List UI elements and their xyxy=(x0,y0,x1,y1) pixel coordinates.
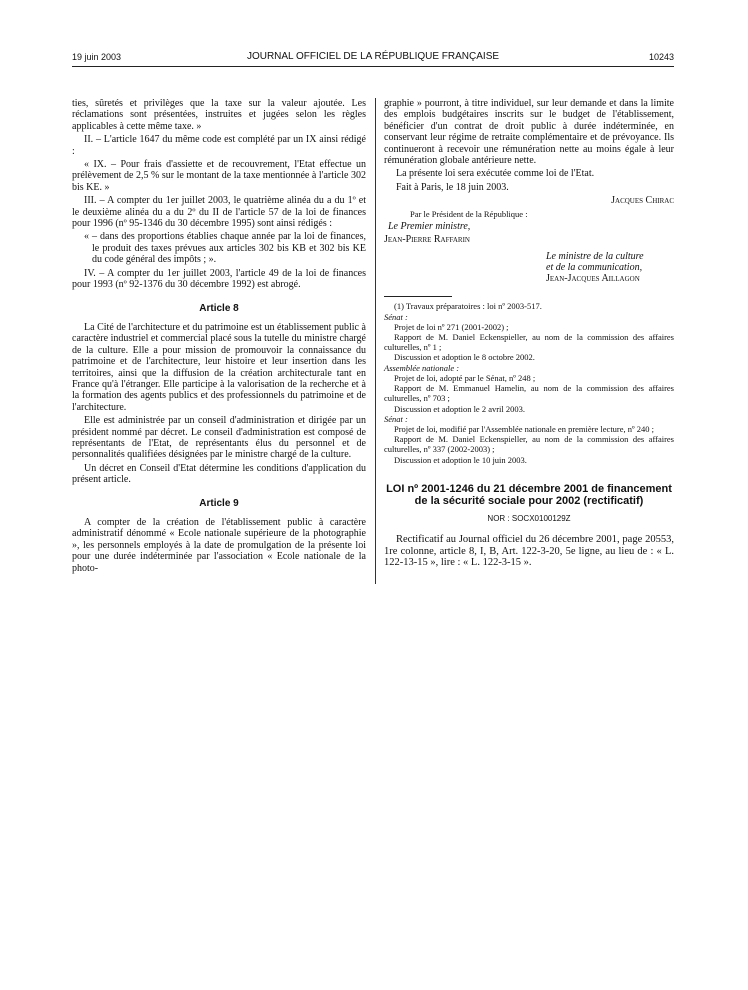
signatory-title: Le Premier ministre, xyxy=(388,220,471,232)
paragraph: A compter de la création de l'établissement public à caractère administratif dénommé « Ecole nationale supérieure de la photographie », les personnels employés à la date de promulgation de la présente loi pour une durée indéterminée par l'association « Ecole nationale de la photo- xyxy=(72,517,366,574)
footnote-line: (1) Travaux préparatoires : loi nº 2003-517. xyxy=(394,301,542,312)
signatory-title: et de la communication, xyxy=(546,262,643,274)
footnote-line: Sénat : xyxy=(384,413,408,424)
footnote-line: Projet de loi nº 271 (2001-2002) ; xyxy=(394,321,509,332)
rectificatif-paragraph: Rectificatif au Journal officiel du 26 décembre 2001, page 20553, 1re colonne, article 8, I, B, Art. 122-3-20, 5e ligne, au lieu de : « L. 122-13-15 », lire : « L. 122-3-15 ». xyxy=(384,534,674,569)
footnote-line: Projet de loi, adopté par le Sénat, nº 248 ; xyxy=(394,372,536,383)
paragraph: ties, sûretés et privilèges que la taxe sur la valeur ajoutée. Les réclamations sont présentées, instruites et jugées selon les règles applicables à cette même taxe. » xyxy=(72,98,366,132)
footnote-line: Projet de loi, modifié par l'Assemblée nationale en première lecture, nº 240 ; xyxy=(394,423,655,434)
paragraph: IV. – A compter du 1er juillet 2003, l'article 49 de la loi de finances pour 1993 (nº 92-1376 du 30 décembre 1992) est abrogé. xyxy=(72,267,366,291)
signature-intro: Par le Président de la République : xyxy=(410,208,528,219)
article-heading: Article 8 xyxy=(199,302,239,314)
paragraph: Un décret en Conseil d'Etat détermine les conditions d'application du présent article. xyxy=(72,462,366,486)
header-rule xyxy=(72,66,674,67)
paragraph: La Cité de l'architecture et du patrimoine est un établissement public à caractère industriel et commercial placé sous la tutelle du ministre chargé de la culture. Elle a pour mission de promouvoir la connaissance du patrimoine et de l'architecture, leur histoire et leur insertion dans les territoires, ainsi que la diffusion de la création architecturale tant en France qu'à l'étranger. Elle participe à la valorisation de la recherche et à la formation des agents publics et des professionnels du patrimoine et de l'architecture. xyxy=(72,321,366,413)
footnote-line: Rapport de M. Daniel Eckenspieller, au nom de la commission des affaires culturelles, nº 1 ; xyxy=(384,332,674,353)
page-header xyxy=(72,50,674,66)
footnote-line: Discussion et adoption le 10 juin 2003. xyxy=(394,454,527,465)
paragraph: II. – L'article 1647 du même code est complété par un IX ainsi rédigé : xyxy=(72,134,366,157)
footnote-rule xyxy=(384,296,452,297)
left-column xyxy=(72,98,366,576)
article-heading: Article 9 xyxy=(199,497,239,509)
signatory-name: Jean-Jacques Aillagon xyxy=(546,273,640,285)
right-column xyxy=(384,98,674,571)
paragraph: La présente loi sera exécutée comme loi de l'Etat. xyxy=(396,168,595,180)
header-page-number: 10243 xyxy=(648,52,674,62)
footnote-line: Rapport de M. Emmanuel Hamelin, au nom de la commission des affaires culturelles, nº 703 ; xyxy=(384,383,674,404)
paragraph: III. – A compter du 1er juillet 2003, le quatrième alinéa du a du 1º et le deuxième alinéa du a du 2º du II de l'article 57 de la loi de finances pour 1996 (nº 95-1346 du 30 décembre 1995) sont ainsi rédigés : xyxy=(72,195,366,230)
signatory-name: Jacques Chirac xyxy=(611,195,674,207)
signatory-name: Jean-Pierre Raffarin xyxy=(384,234,470,246)
footnote-line: Discussion et adoption le 2 avril 2003. xyxy=(394,403,526,414)
paragraph: Elle est administrée par un conseil d'administration et dirigée par un président nommé par décret. Le conseil d'administration est composé de représentants de l'Etat, de représentants élus du personnel et de personnalités qualifiées désignées par le ministre chargé de la culture. xyxy=(72,415,366,461)
footnote-line: Rapport de M. Daniel Eckenspieller, au nom de la commission des affaires culturelles, nº 337 (2002-2003) ; xyxy=(384,434,674,455)
quoted-paragraph: « – dans des proportions établies chaque année par la loi de finances, le produit des taxes prévues aux articles 302 bis KB et 302 bis KE du code général des impôts ; ». xyxy=(84,231,366,266)
header-title: JOURNAL OFFICIEL DE LA RÉPUBLIQUE FRANÇAISE xyxy=(246,51,500,62)
footnote-line: Assemblée nationale : xyxy=(384,362,460,373)
signatory-title: Le ministre de la culture xyxy=(546,251,644,263)
footnote-line: Sénat : xyxy=(384,311,408,322)
header-date: 19 juin 2003 xyxy=(72,52,122,62)
paragraph: graphie » pourront, à titre individuel, sur leur demande et dans la limite des emplois budgétaires inscrits sur le budget de l'établissement, bénéficier d'un contrat de droit public à durée indéterminée, en conservant leur régime de retraite complémentaire et de prévoyance. Ils continueront à recevoir une rémunération nette au moins égale à leur rémunération globale antérieure nette. xyxy=(384,98,674,167)
footnote-line: Discussion et adoption le 8 octobre 2002. xyxy=(394,352,535,363)
paragraph: « IX. – Pour frais d'assiette et de recouvrement, l'Etat effectue un prélèvement de 2,5 % sur le montant de la taxe mentionnée à l'article 302 bis KE. » xyxy=(72,159,366,193)
paragraph: Fait à Paris, le 18 juin 2003. xyxy=(396,181,509,193)
law-title: LOI nº 2001-1246 du 21 décembre 2001 de financement de la sécurité sociale pour 2002 (rectificatif) xyxy=(386,482,672,507)
footnotes xyxy=(384,301,674,464)
column-divider xyxy=(375,98,376,584)
nor-reference: NOR : SOCX0100129Z xyxy=(487,513,571,523)
